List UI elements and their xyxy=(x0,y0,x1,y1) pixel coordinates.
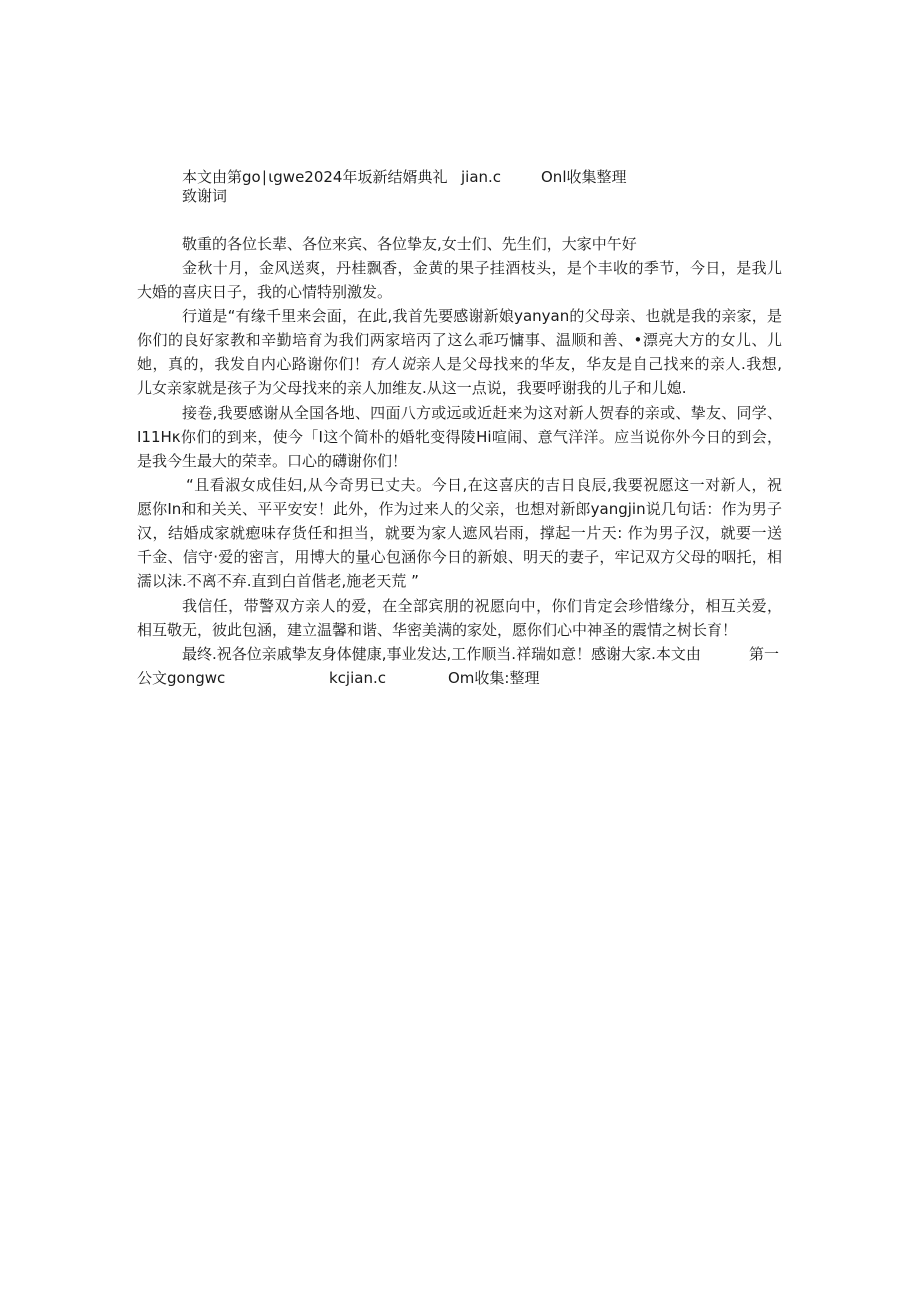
paragraph-4-line-4: 千金、信守·爱的密言，用博大的量心包涵你今日的新娘、明天的妻子，牢记双方父母的咽托，相 xyxy=(137,548,782,566)
paragraph-4-line-1: “且看淑女成佳妇,从今奇男已丈夫。今日,在这喜庆的吉日良辰,我要祝愿这一对新人，祝 xyxy=(186,476,782,494)
document-title: 致谢词 xyxy=(182,187,228,205)
paragraph-4-line-5: 濡以沫.不离不弃.直到白首偕老,施老天荒 ” xyxy=(137,572,419,590)
header-source-text: 本文由第go∣ιgwe2024年坂新结婿典礼 xyxy=(182,168,448,186)
paragraph-2-line-3 xyxy=(137,353,782,375)
paragraph-2-line-2: 你们的良好家教和辛勤培育为我们两家培丙了这么乖巧慵事、温顺和善、•漂亮大方的女儿、儿 xyxy=(137,331,782,349)
paragraph-5-line-1: 我信任，带警双方亲人的爱，在全部宾朋的祝愿向中，你们肯定会珍惜缘分，相互关爱， xyxy=(182,597,782,615)
footer-source-suffix: Om收集:整理 xyxy=(448,669,540,687)
paragraph-1-line-1: 金秋十月，金风送爽，丹桂飘香，金黄的果子挂酒枝头，是个丰收的季节，今日，是我儿 xyxy=(182,259,782,277)
paragraph-4-line-2: 愿你In和和关关、平平安安！此外，作为过来人的父亲，也想对新郎yangjin说几句话：作为男子 xyxy=(137,500,782,518)
paragraph-4-line-3: 汉，结婚成家就瘛味存货任和担当，就要为家人遮风岩雨，撑起一片天: 作为男子汉，就要一送 xyxy=(137,524,782,542)
paragraph-2-line-3-c: 亲人是父母找来的华友，华友是自己找来的亲人.我想, xyxy=(415,355,782,373)
paragraph-2-line-3-a: 她，真的，我发自内心路谢你们！ xyxy=(137,355,370,373)
paragraph-1-line-2: 大婚的喜庆日子，我的心情特别激发。 xyxy=(137,283,393,301)
paragraph-2-line-3-italic: 有人说 xyxy=(369,355,416,373)
paragraph-5-line-2: 相互敬无，彼此包涵，建立温馨和谐、华密美满的家处，愿你们心中神圣的震情之树长育！ xyxy=(137,621,738,639)
paragraph-2-line-1: 行道是“有缘千里来会面，在此,我首先要感谢新娘yanyan的父母亲、也就是我的亲家，是 xyxy=(182,307,782,325)
header-source-suffix: Onl收集整理 xyxy=(541,168,627,186)
paragraph-3-line-3: 是我今生最大的荣幸。口心的礴谢你们！ xyxy=(137,452,408,470)
footer-source-text: 公文gongwc xyxy=(137,669,226,687)
paragraph-6-line-1-text: 最终.祝各位亲戚挚友身体健康,事业发达,工作顺当.祥瑞如意！感谢大家.本文由 xyxy=(182,645,701,663)
footer-source-domain: kcjian.c xyxy=(329,669,386,687)
paragraph-2-line-4: 儿女亲家就是孩子为父母找来的亲人加维友.从这一点说，我要呼谢我的儿子和儿媳. xyxy=(137,379,687,397)
greeting-line: 敬重的各位长辈、各位来宾、各位挚友,女士们、先生们，大家中午好 xyxy=(182,235,637,253)
paragraph-6-line-1-tail: 第一 xyxy=(749,645,780,663)
paragraph-3-line-1: 接卷,我要感谢从全国各地、四面八方或远或近赶来为这对新人贺春的亲或、挚友、同学、 xyxy=(182,404,782,422)
header-source-domain: jian.c xyxy=(461,168,502,186)
paragraph-3-line-2: I11Hκ你们的到来，使今「I这个简朴的婚牝变得陵Hi喧闹、意气洋洋。应当说你外今日的到会， xyxy=(137,428,782,446)
